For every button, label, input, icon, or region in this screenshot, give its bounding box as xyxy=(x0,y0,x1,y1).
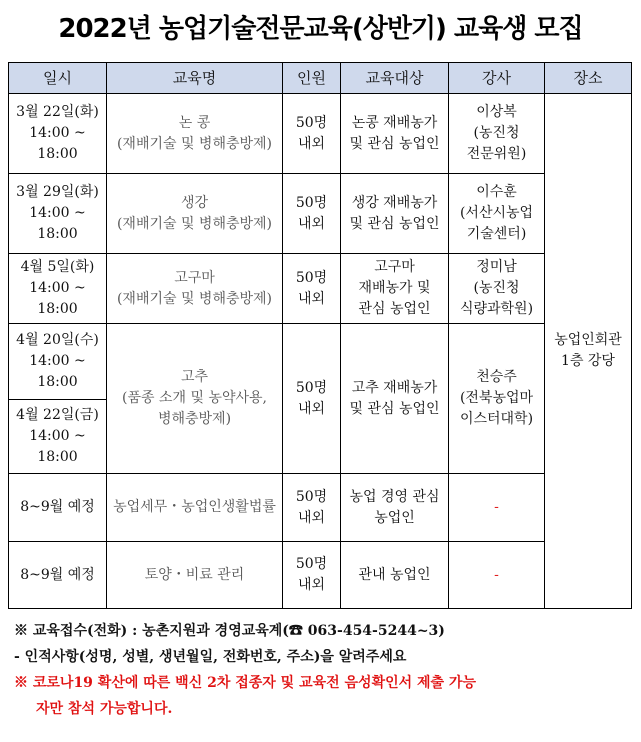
instructor-name: - xyxy=(494,499,499,515)
time-text: 14:00 ~ 18:00 xyxy=(29,205,86,242)
instructor-name: 정미남 xyxy=(476,259,517,275)
target-line: 고구마 xyxy=(374,259,415,275)
date-cell xyxy=(9,174,107,254)
instructor-cell xyxy=(449,174,545,254)
header-capacity: 인원 xyxy=(283,63,341,94)
info-note: - 인적사항(성명, 성별, 생년월일, 전화번호, 주소)을 알려주세요 xyxy=(14,649,407,665)
target-line: 및 관심 농업인 xyxy=(349,400,440,417)
capacity-cell xyxy=(283,174,341,254)
course-detail: (재배기술 및 병해충방제) xyxy=(116,215,273,232)
date-cell xyxy=(9,474,107,542)
course-cell xyxy=(107,174,283,254)
instructor-cell xyxy=(449,254,545,324)
table-row xyxy=(9,174,632,254)
instructor-cell xyxy=(449,324,545,474)
capacity-count: 50명 xyxy=(295,114,328,131)
instructor-name: - xyxy=(494,566,499,583)
date-text: 3월 29일(화) xyxy=(16,184,99,200)
course-detail: (품종 소개 및 농약사용, xyxy=(122,390,267,406)
date-text: 4월 22일(금) xyxy=(16,407,99,423)
date-text: 3월 22일(화) xyxy=(16,104,99,120)
table-row xyxy=(9,474,632,542)
contact-note: ※ 교육접수(전화) : 농촌지원과 경영교육계(☎ 063-454-5244~3) xyxy=(14,623,445,639)
instructor-cell xyxy=(449,474,545,542)
target-cell xyxy=(341,324,449,474)
capacity-count: 50명 xyxy=(295,556,328,572)
capacity-note: 내외 xyxy=(297,400,326,417)
capacity-cell xyxy=(283,254,341,324)
target-line: 논콩 재배농가 xyxy=(351,114,438,131)
instructor-affiliation: (서산시농업 xyxy=(459,205,534,221)
table-row xyxy=(9,254,632,324)
time-text: 14:00 ~ 18:00 xyxy=(29,353,86,390)
venue-room: 1층 강당 xyxy=(561,353,615,369)
course-name: 생강 xyxy=(180,194,209,211)
instructor-affiliation: 식량과학원) xyxy=(459,301,534,317)
instructor-name: 천승주 xyxy=(476,369,517,385)
date-cell xyxy=(9,542,107,609)
header-target: 교육대상 xyxy=(341,63,449,94)
date-text: 8~9월 예정 xyxy=(20,499,95,515)
capacity-cell xyxy=(283,94,341,174)
date-text: 4월 5일(화) xyxy=(20,259,95,275)
target-line: 및 관심 농업인 xyxy=(349,215,440,232)
capacity-note: 내외 xyxy=(297,135,326,152)
course-name: 고구마 xyxy=(174,269,215,286)
target-line: 생강 재배농가 xyxy=(351,194,438,211)
date-cell xyxy=(9,254,107,324)
capacity-cell xyxy=(283,324,341,474)
covid-warning: ※ 코로나19 확산에 따른 백신 2차 접종자 및 교육전 음성확인서 제출 가능 xyxy=(14,675,476,691)
venue-name: 농업인회관 xyxy=(554,332,622,348)
date-cell xyxy=(9,324,107,400)
time-text: 14:00 ~ 18:00 xyxy=(29,428,86,465)
header-course: 교육명 xyxy=(107,63,283,94)
header-instructor: 강사 xyxy=(449,63,545,94)
target-cell xyxy=(341,94,449,174)
date-text: 4월 20일(수) xyxy=(16,332,99,348)
course-detail: (재배기술 및 병해충방제) xyxy=(116,135,273,152)
table-row xyxy=(9,324,632,400)
date-cell xyxy=(9,94,107,174)
table-row xyxy=(9,94,632,174)
target-line: 고추 재배농가 xyxy=(351,379,438,396)
instructor-affiliation: 전문위원) xyxy=(466,146,527,162)
header-date: 일시 xyxy=(9,63,107,94)
instructor-name: 이수훈 xyxy=(476,184,517,200)
capacity-note: 내외 xyxy=(297,215,326,232)
course-name: 고추 xyxy=(180,369,209,385)
target-cell xyxy=(341,174,449,254)
course-detail: 병해충방제) xyxy=(157,411,232,427)
capacity-count: 50명 xyxy=(295,194,328,211)
capacity-count: 50명 xyxy=(295,269,328,286)
course-name: 토양・비료 관리 xyxy=(144,566,245,583)
date-text: 8~9월 예정 xyxy=(20,566,95,583)
footer-notes xyxy=(14,618,634,722)
date-cell xyxy=(9,400,107,474)
target-cell xyxy=(341,254,449,324)
target-line: 농업인 xyxy=(374,509,415,526)
target-line: 및 관심 농업인 xyxy=(349,135,440,152)
capacity-count: 50명 xyxy=(295,379,328,396)
course-cell xyxy=(107,94,283,174)
instructor-affiliation: (농진청 xyxy=(473,125,520,141)
target-cell xyxy=(341,474,449,542)
course-cell xyxy=(107,474,283,542)
course-detail: (재배기술 및 병해충방제) xyxy=(116,290,273,307)
target-line: 농업 경영 관심 xyxy=(349,488,440,505)
target-cell xyxy=(341,542,449,609)
page-title: 2022년 농업기술전문교육(상반기) 교육생 모집 xyxy=(58,14,583,44)
instructor-affiliation: (농진청 xyxy=(473,280,520,296)
instructor-cell xyxy=(449,94,545,174)
course-cell xyxy=(107,254,283,324)
capacity-note: 내외 xyxy=(297,577,326,593)
course-name: 농업세무・농업인생활법률 xyxy=(113,499,276,515)
instructor-affiliation: 기술센터) xyxy=(466,226,527,242)
capacity-count: 50명 xyxy=(295,488,328,505)
venue-cell xyxy=(545,94,632,609)
table-header-row xyxy=(9,63,632,94)
instructor-cell xyxy=(449,542,545,609)
target-line: 관내 농업인 xyxy=(358,566,431,583)
covid-warning-cont: 자만 참석 가능합니다. xyxy=(36,701,173,717)
target-line: 관심 농업인 xyxy=(358,301,431,317)
target-line: 재배농가 및 xyxy=(358,280,431,296)
table-row xyxy=(9,542,632,609)
course-cell xyxy=(107,542,283,609)
header-venue: 장소 xyxy=(545,63,632,94)
instructor-name: 이상복 xyxy=(476,104,517,120)
instructor-affiliation: 이스터대학) xyxy=(459,411,534,427)
capacity-cell xyxy=(283,542,341,609)
schedule-table xyxy=(8,62,632,609)
instructor-affiliation: (전북농업마 xyxy=(459,390,534,406)
capacity-cell xyxy=(283,474,341,542)
time-text: 14:00 ~ 18:00 xyxy=(29,280,86,317)
course-name: 논 콩 xyxy=(178,114,211,131)
capacity-note: 내외 xyxy=(297,290,326,307)
time-text: 14:00 ~ 18:00 xyxy=(29,125,86,162)
course-cell xyxy=(107,324,283,474)
capacity-note: 내외 xyxy=(297,509,326,526)
